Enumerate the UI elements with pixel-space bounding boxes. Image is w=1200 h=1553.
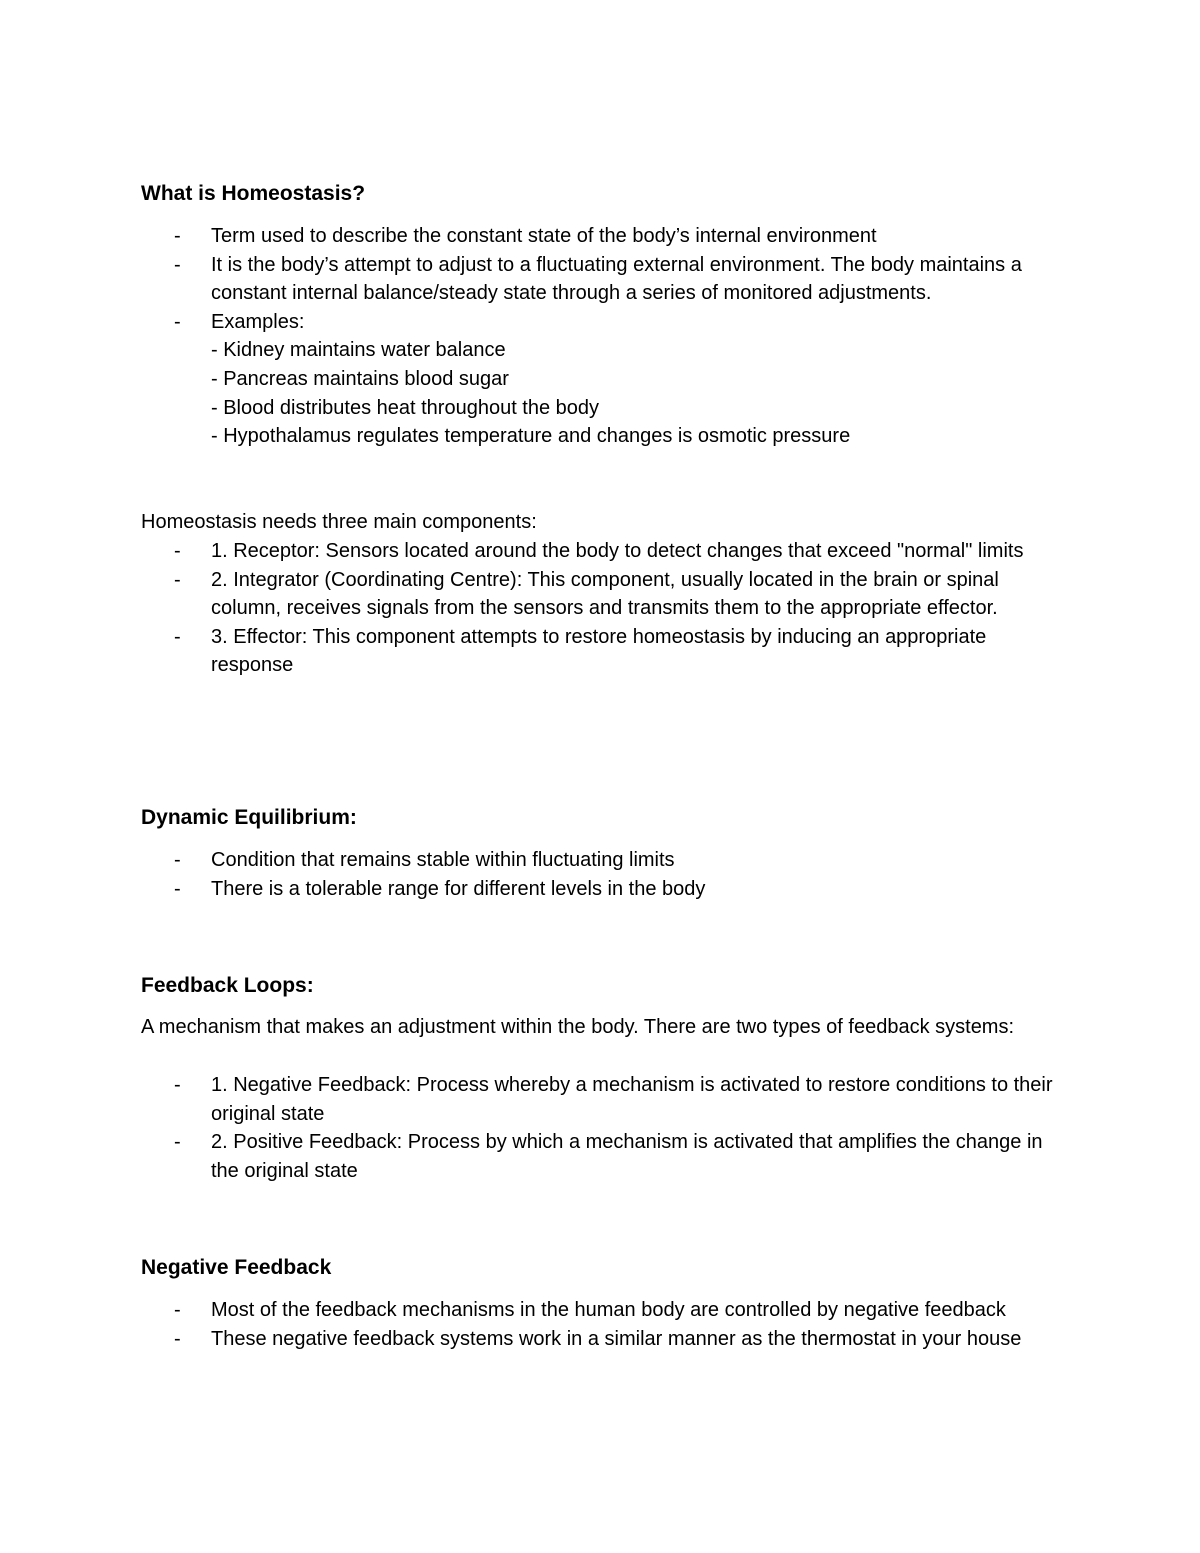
dash-bullet: -: [174, 540, 181, 562]
list-item-text: Condition that remains stable within fluctuating limits: [211, 849, 675, 871]
list-item-text: Most of the feedback mechanisms in the human body are controlled by negative feedback: [211, 1299, 1006, 1321]
list-item-text: 2. Integrator (Coordinating Centre): This component, usually located in the brain or spinal column, receives signals from the sensors and transmits them to the appropriate effector.: [211, 568, 999, 620]
list-item-text: 2. Positive Feedback: Process by which a mechanism is activated that amplifies the change in the original state: [211, 1131, 1043, 1182]
dash-bullet: -: [174, 1327, 181, 1350]
list-item-text: 1. Receptor: Sensors located around the body to detect changes that exceed "normal" limits: [211, 540, 1024, 562]
list-item: [141, 1128, 1061, 1185]
dash-bullet: -: [174, 877, 181, 900]
example-line: - Kidney maintains water balance: [211, 339, 506, 362]
heading-feedback-loops: Feedback Loops:: [141, 974, 314, 997]
example-line: - Hypothalamus regulates temperature and changes is osmotic pressure: [211, 425, 851, 448]
list-item-text: 1. Negative Feedback: Process whereby a mechanism is activated to restore conditions to their original state: [211, 1074, 1053, 1125]
dash-bullet: -: [174, 849, 181, 871]
dynamic-equilibrium-list: [141, 846, 1061, 903]
list-item: [141, 566, 1061, 623]
heading-what-is-homeostasis: What is Homeostasis?: [141, 182, 366, 205]
dash-bullet: -: [174, 568, 181, 591]
list-item: [141, 1296, 1061, 1325]
dash-bullet: -: [174, 225, 181, 247]
components-intro: Homeostasis needs three main components:: [141, 511, 537, 533]
dash-bullet: -: [174, 1074, 181, 1096]
list-item: [141, 875, 1061, 904]
dash-bullet: -: [174, 253, 181, 276]
list-item-text: Examples:: [211, 310, 305, 333]
list-item: [141, 1325, 1061, 1354]
feedback-types-list: [141, 1071, 1061, 1185]
list-item: [141, 623, 1061, 680]
example-line: - Blood distributes heat throughout the body: [211, 396, 600, 419]
feedback-loops-intro: A mechanism that makes an adjustment within the body. There are two types of feedback systems:: [141, 1016, 1015, 1038]
dash-bullet: -: [174, 1131, 181, 1154]
list-item: [141, 1071, 1061, 1128]
list-item-text: It is the body’s attempt to adjust to a fluctuating external environment. The body maintains a constant internal balance/steady state through a series of monitored adjustments.: [211, 253, 1022, 305]
dash-bullet: -: [174, 1299, 181, 1321]
components-list: [141, 537, 1061, 680]
dash-bullet: -: [174, 625, 181, 648]
homeostasis-definition-list: [141, 222, 1061, 451]
heading-negative-feedback: Negative Feedback: [141, 1256, 332, 1279]
list-item: [141, 251, 1061, 308]
dash-bullet: -: [174, 310, 181, 333]
example-line: - Pancreas maintains blood sugar: [211, 367, 509, 390]
list-item-text: There is a tolerable range for different levels in the body: [211, 877, 706, 900]
list-item-text: Term used to describe the constant state of the body’s internal environment: [211, 225, 877, 247]
list-item-text: These negative feedback systems work in a similar manner as the thermostat in your house: [211, 1327, 1022, 1350]
list-item: [141, 222, 1061, 251]
list-item: [141, 308, 1061, 451]
negative-feedback-list: [141, 1296, 1061, 1353]
list-item: [141, 846, 1061, 875]
heading-dynamic-equilibrium: Dynamic Equilibrium:: [141, 806, 357, 829]
list-item-text: 3. Effector: This component attempts to restore homeostasis by inducing an appropriate response: [211, 625, 987, 677]
list-item: [141, 537, 1061, 566]
